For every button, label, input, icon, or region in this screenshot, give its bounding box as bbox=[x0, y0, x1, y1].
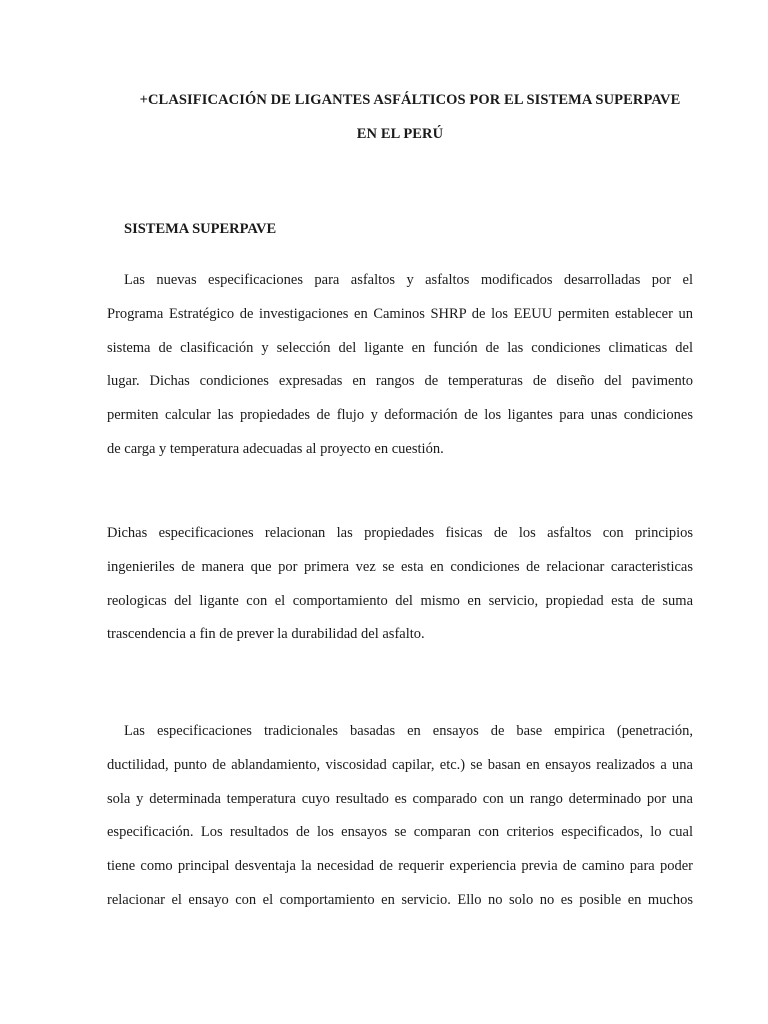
document-title-line-2: EN EL PERÚ bbox=[356, 126, 444, 142]
paragraph-2 bbox=[107, 517, 693, 652]
paragraph-line: relacionar el ensayo con el comportamiento en servicio. Ello no solo no es posible en muchos bbox=[107, 891, 693, 908]
paragraph-line: trascendencia a fin de prever la durabilidad del asfalto. bbox=[107, 626, 425, 643]
paragraph-line: especificación. Los resultados de los ensayos se comparan con criterios especificados, lo cual bbox=[107, 824, 693, 841]
paragraph-line: lugar. Dichas condiciones expresadas en rangos de temperaturas de diseño del pavimento bbox=[107, 373, 693, 390]
paragraph-3 bbox=[107, 715, 693, 918]
paragraph-line: de carga y temperatura adecuadas al proyecto en cuestión. bbox=[107, 440, 444, 457]
paragraph-line: Las especificaciones tradicionales basadas en ensayos de base empirica (penetración, bbox=[124, 723, 693, 739]
paragraph-line: ductilidad, punto de ablandamiento, viscosidad capilar, etc.) se basan en ensayos realizados a una bbox=[107, 756, 693, 773]
paragraph-line: ingenieriles de manera que por primera vez se esta en condiciones de relacionar caracteristicas bbox=[107, 558, 693, 575]
paragraph-line: reologicas del ligante con el comportamiento del mismo en servicio, propiedad esta de suma bbox=[107, 592, 693, 609]
paragraph-line: Las nuevas especificaciones para asfaltos y asfaltos modificados desarrolladas por el bbox=[124, 272, 693, 288]
paragraph-line: tiene como principal desventaja la necesidad de requerir experiencia previa de camino para poder bbox=[107, 858, 693, 875]
paragraph-line: permiten calcular las propiedades de flujo y deformación de los ligantes para unas condiciones bbox=[107, 407, 693, 424]
paragraph-line: sola y determinada temperatura cuyo resultado es comparado con un rango determinado por una bbox=[107, 790, 693, 807]
paragraph-1 bbox=[107, 264, 693, 467]
paragraph-line: Dichas especificaciones relacionan las propiedades fisicas de los asfaltos con principios bbox=[107, 525, 693, 541]
document-title-line-1: +CLASIFICACIÓN DE LIGANTES ASFÁLTICOS POR EL SISTEMA SUPERPAVE bbox=[139, 92, 681, 108]
paragraph-line: Programa Estratégico de investigaciones en Caminos SHRP de los EEUU permiten establecer un bbox=[107, 305, 693, 322]
paragraph-line: sistema de clasificación y selección del ligante en función de las condiciones climaticas del bbox=[107, 339, 693, 356]
section-heading: SISTEMA SUPERPAVE bbox=[124, 221, 277, 237]
